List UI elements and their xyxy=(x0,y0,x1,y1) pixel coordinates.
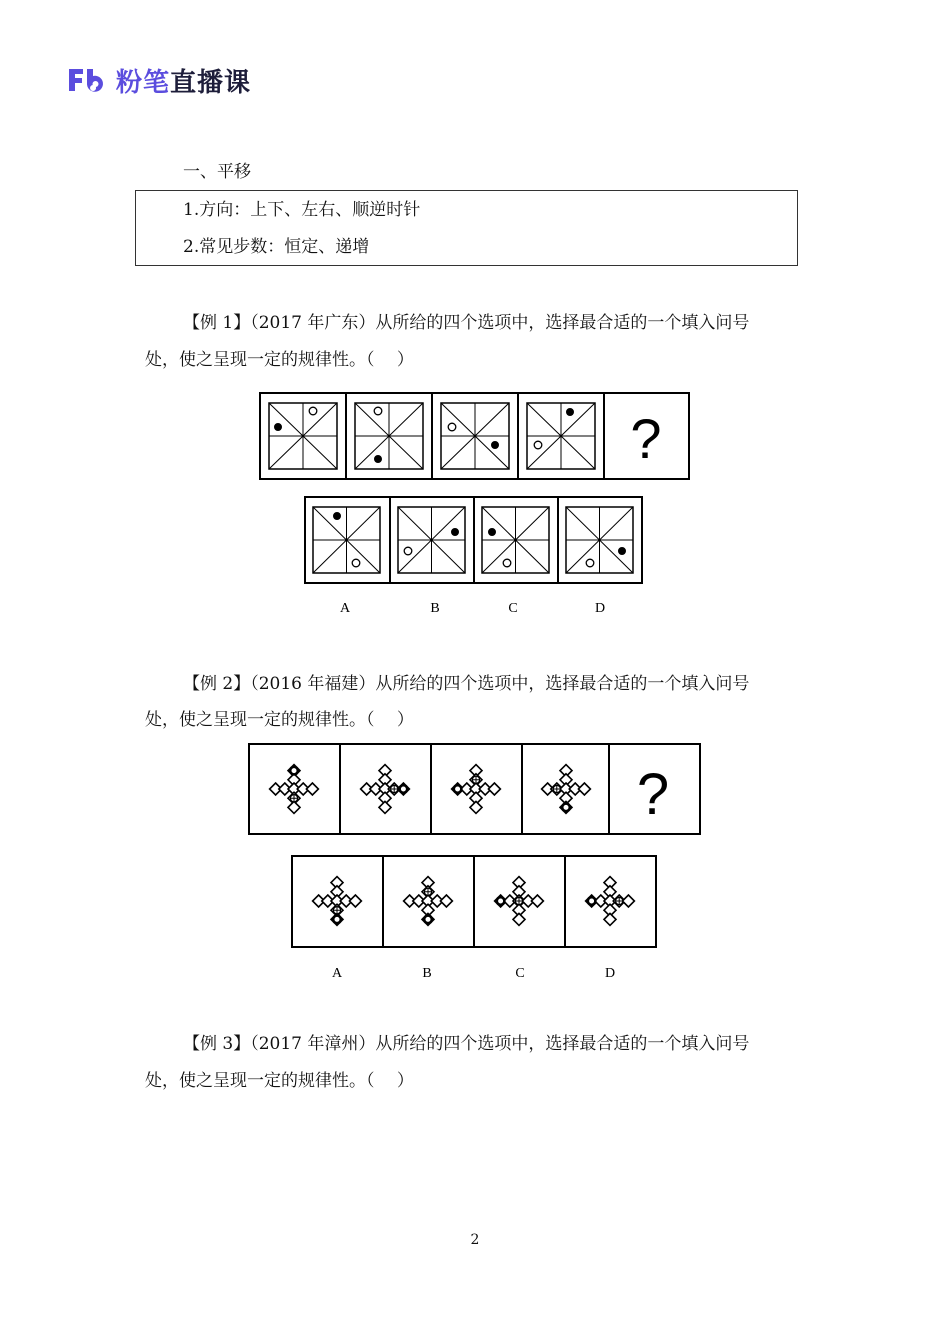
key-point-1: 1.方向：上下、左右、顺逆时针 xyxy=(183,200,421,220)
example-1-question-row xyxy=(260,393,689,479)
example-2-figure-1 xyxy=(270,765,319,814)
example-1-option-d[interactable] xyxy=(566,507,633,573)
example-1-option-a[interactable] xyxy=(313,507,380,573)
example-1-figure-3 xyxy=(441,403,509,469)
example-3-line-2: 处，使之呈现一定的规律性。（ ） xyxy=(145,1071,414,1091)
example-1-figure-1 xyxy=(269,403,337,469)
example-2-option-a xyxy=(313,877,362,926)
example-1-label-b: B xyxy=(430,601,440,616)
example-2-figure-4 xyxy=(542,765,591,814)
example-1-line-2: 处，使之呈现一定的规律性。（ ） xyxy=(145,350,414,370)
example-2-label-c: C xyxy=(515,966,525,981)
section-title: 一、平移 xyxy=(183,162,251,182)
example-2-label-d: D xyxy=(604,966,616,981)
example-2-option-d xyxy=(586,877,635,926)
example-1-label-c: C xyxy=(508,601,518,616)
example-2-option-c xyxy=(495,877,544,926)
example-1-option-c[interactable] xyxy=(482,507,549,573)
page-number: 2 xyxy=(470,1232,480,1248)
example-2-line-2: 处，使之呈现一定的规律性。（ ） xyxy=(145,710,414,730)
example-1-options-row xyxy=(305,497,642,583)
example-1-option-b[interactable] xyxy=(398,507,465,573)
example-2-option-b xyxy=(404,877,453,926)
example-2-figure-3 xyxy=(452,765,501,814)
example-1-label-d: D xyxy=(594,601,606,616)
example-1-line-1: 【例 1】（2017 年广东）从所给的四个选项中，选择最合适的一个填入问号 xyxy=(183,313,750,333)
example-1-question-mark: ? xyxy=(630,407,662,470)
key-point-2: 2.常见步数：恒定、递增 xyxy=(183,237,370,257)
example-1-figure-4 xyxy=(527,403,595,469)
example-2-question-mark: ? xyxy=(636,762,670,827)
brand-name: 粉笔直播课 xyxy=(116,67,252,98)
example-2-line-1: 【例 2】（2016 年福建）从所给的四个选项中，选择最合适的一个填入问号 xyxy=(183,674,750,694)
example-3-line-1: 【例 3】（2017 年漳州）从所给的四个选项中，选择最合适的一个填入问号 xyxy=(183,1034,750,1054)
example-2-figure-2 xyxy=(361,765,410,814)
example-2-label-b: B xyxy=(422,966,432,981)
example-1-label-a: A xyxy=(339,601,351,616)
example-1-figure-2 xyxy=(355,403,423,469)
example-2-label-a: A xyxy=(331,966,343,981)
